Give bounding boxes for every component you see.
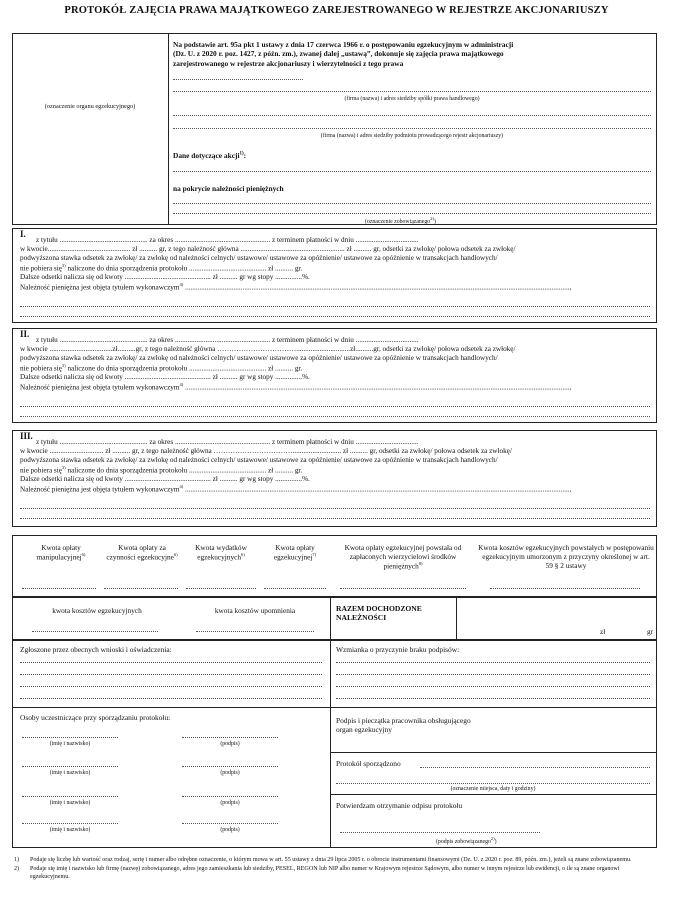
section-1-extra-line-2	[20, 316, 650, 317]
section-1-l6sup: 4)	[179, 282, 184, 288]
obligor-sig-text: (podpis zobowiązanego	[436, 838, 491, 845]
fee-manipulation-sup: 6)	[81, 552, 86, 558]
section-3-l6b: ......................................................................................................................................................................................................................,	[183, 485, 572, 494]
bottom-divider	[330, 640, 331, 848]
section-1-l4: nie pobiera się	[20, 264, 62, 273]
intro-line-1: Na podstawie art. 95a pkt 1 ustawy z dnia 17 czerwca 1966 r. o postępowaniu egzekucyjnym w administracji	[173, 40, 514, 49]
participant-3-name-line	[22, 796, 118, 797]
section-2-num: II.	[20, 329, 30, 339]
costs-divider-1	[330, 597, 331, 640]
fee-enforcement-sup: 7)	[312, 552, 317, 558]
fee-actions-label: Kwota opłaty za czynności egzekucyjne	[106, 543, 174, 562]
bottom-right-divider-3	[330, 794, 657, 795]
missing-sig-line-4	[336, 698, 650, 699]
fee-manipulation	[22, 543, 100, 562]
section-1-line-4	[20, 263, 652, 273]
section-3-l6sup: 4)	[179, 484, 184, 490]
fee-expenses-label: Kwota wydatków egzekucyjnych	[195, 543, 247, 562]
bottom-right-divider-1	[330, 707, 657, 708]
fee-enforcement	[262, 543, 328, 562]
shares-label-text: Dane dotyczące akcji	[173, 151, 240, 160]
fee-paid-funds-sup: 8)	[418, 561, 423, 567]
participant-1-name-label: (imię i nazwisko)	[49, 741, 91, 747]
section-1-l6b: ......................................................................................................................................................................................................................,	[183, 283, 572, 292]
section-2-extra-line-2	[20, 416, 650, 417]
participant-2-sig-line	[182, 766, 278, 767]
section-2-text	[20, 336, 652, 393]
participant-4-name-label: (imię i nazwisko)	[49, 827, 91, 833]
drawn-up-label: Protokół sporządzono	[336, 759, 401, 768]
obligor-sig-label	[436, 836, 497, 846]
section-1-l4b: naliczone do dnia sporządzenia protokołu ........................................... zł .......... gr.	[65, 264, 303, 273]
section-1-l6: Należność pieniężna jest objęta tytułem wykonawczym	[20, 283, 180, 292]
participant-4-sig-label: (podpis)	[220, 827, 240, 833]
section-3-line-6	[20, 484, 652, 494]
fee-line-2	[104, 588, 178, 589]
section-3-extra-line-1	[20, 508, 650, 509]
section-2-line-3: podwyższona stawka odsetek za zwłokę/ za zwłokę od należności celnych/ ustawowe/ ustawowe za opóźnienie/ ustawowe za opóźnienie w transakcjach handlowych/	[20, 354, 498, 362]
section-3-l6: Należność pieniężna jest objęta tytułem wykonawczym	[20, 485, 180, 494]
requests-line-4	[20, 698, 322, 699]
section-3-l4sup: 3)	[61, 465, 66, 470]
total-label: RAZEM DOCHODZONE NALEŻNOŚCI	[336, 604, 422, 623]
fee-line-1	[22, 588, 96, 589]
fee-line-4	[264, 588, 326, 589]
bottom-left-divider	[12, 707, 330, 708]
section-3-extra-line-2	[20, 518, 650, 519]
participant-1-sig-line	[182, 737, 278, 738]
company-line-1	[173, 79, 303, 80]
obligor-line-2	[173, 213, 651, 214]
requests-line-2	[20, 674, 322, 675]
missing-sig-line-3	[336, 686, 650, 687]
shares-sup: 1)	[239, 151, 244, 157]
section-1-l4sup: 3)	[61, 263, 66, 268]
missing-sig-line-2	[336, 674, 650, 675]
requests-line-1	[20, 662, 322, 663]
receipt-line	[340, 832, 540, 833]
shares-label: Dane dotyczące akcji$^{1)}$:	[173, 151, 247, 160]
place-date-label: (oznaczenie miejsca, daty i godziny)	[450, 786, 536, 792]
section-1-num: I.	[20, 229, 26, 239]
section-2-l4: nie pobiera się	[20, 364, 62, 373]
obligor-sup: 2)	[430, 216, 434, 221]
fee-paid-funds-label: Kwota opłaty egzekucyjnej powstała od zapłaconych wierzycielowi środków pieniężnych	[344, 543, 462, 571]
total-zl: zł	[600, 627, 606, 636]
obligor-line-1	[173, 203, 651, 204]
enforcement-costs-line	[32, 631, 158, 632]
section-1-line-3: podwyższona stawka odsetek za zwłokę/ za zwłokę od należności celnych/ ustawowe/ ustawowe za opóźnienie/ ustawowe za opóźnienie w transakcjach handlowych/	[20, 254, 498, 262]
missing-sig-label: Wzmianka o przyczynie braku podpisów:	[336, 645, 460, 654]
costs-box	[12, 597, 657, 640]
participant-1-sig-label: (podpis)	[220, 741, 240, 747]
section-3-l4b: naliczone do dnia sporządzenia protokołu ........................................... zł .......... gr.	[65, 466, 303, 475]
section-1-line-2: w kwocie.............................................. zł .......... gr, z tego należność główna .......................................................... zł .......... gr, odsetki za zwłokę/ połowa odsetek za zwłokę/	[20, 245, 516, 253]
section-1-line-6	[20, 282, 652, 292]
section-3-num: III.	[20, 431, 33, 441]
reminder-costs-line	[196, 631, 314, 632]
reminder-costs-label: kwota kosztów upomnienia	[214, 606, 296, 615]
fee-discontinued-label: Kwota kosztów egzekucyjnych powstałych w postępowaniu egzekucyjnym umorzonym z przyczyny określonej w art. 59 § 2 ustawy	[478, 543, 654, 571]
footnote-1	[14, 857, 659, 865]
section-1-line-1: z tytułu ................................................. za okres ..................................................... z terminem płatności w dniu ...................................	[36, 236, 419, 244]
fee-discontinued	[478, 543, 654, 570]
registry-line-1	[173, 115, 651, 116]
participant-3-sig-line	[182, 796, 278, 797]
obligor-sig-close: )	[494, 838, 497, 845]
footnote-2-num: 2)	[14, 865, 20, 872]
footnote-2-text: Podaje się imię i nazwisko lub firmę (nazwę) zobowiązanego, adres jego zamieszkania lub siedziby, PESEL, REGON lub NIP albo numer w Krajowym rejestrze Sądowym, albo numer w innym rejestrze lub ewidencji, o ile są znane organowi egzekucyjnemu.	[30, 865, 620, 880]
total-gr: gr	[647, 627, 654, 636]
participant-4-name-line	[22, 823, 118, 824]
obligor-label-text: (oznaczenie zobowiązanego	[365, 218, 431, 225]
requests-line-3	[20, 686, 322, 687]
footnote-1-text: Podaje się liczbę lub wartość oraz rodzaj, serię i numer albo odrębne oznaczenie, o którym mowa w art. 55 ustawy z dnia 29 lipca 2005 r. o obrocie instrumentami finansowymi (Dz. U. z 2020 r. poz. 89, późn. zm.), jeżeli są znane zobowiązanemu.	[30, 857, 632, 863]
footnotes	[14, 857, 659, 882]
participants-label: Osoby uczestniczące przy sporządzaniu protokołu:	[20, 713, 171, 722]
obligor-close: )	[433, 218, 436, 225]
page-title: PROTOKÓŁ ZAJĘCIA PRAWA MAJĄTKOWEGO ZAREJESTROWANEGO W REJESTRZE AKCJONARIUSZY	[64, 5, 609, 16]
requests-label: Zgłoszone przez obecnych wnioski i oświadczenia:	[20, 645, 172, 654]
participant-2-sig-label: (podpis)	[220, 770, 240, 776]
shares-line	[173, 171, 651, 172]
intro-line-2: (Dz. U. z 2020 r. poz. 1427, z późn. zm.), zwanej dalej „ustawą”, dokonuje się zajęcia prawa majątkowego	[173, 49, 504, 59]
fee-actions-sup: 6)	[173, 552, 178, 558]
fee-enforcement-label: Kwota opłaty egzekucyjnej	[273, 543, 315, 562]
section-3-line-2: w kwocie .............................. zł .......... gr, z tego należność główna ……………………………........................... zł .......... gr, odsetki za zwłokę/ połowa odsetek za zwłokę/	[20, 447, 512, 455]
organ-label: (oznaczenie organu egzekucyjnego)	[44, 103, 136, 110]
section-2-line-1: z tytułu ................................................. za okres ..................................................... z terminem płatności w dniu ...................................	[36, 336, 419, 344]
participant-1-name-line	[22, 737, 118, 738]
fee-line-5	[340, 588, 466, 589]
receipt-label: Potwierdzam otrzymanie odpisu protokołu	[336, 801, 463, 810]
fee-expenses-sup: 6)	[241, 552, 245, 558]
fee-actions	[103, 543, 181, 562]
obligor-label	[365, 216, 436, 226]
section-3-text	[20, 438, 652, 495]
participant-2-name-line	[22, 766, 118, 767]
fee-paid-funds	[332, 543, 474, 571]
intro-text	[173, 40, 653, 68]
intro-line-3: zarejestrowanego w rejestrze akcjonariuszy i wierzytelności z tego prawa	[173, 58, 404, 68]
coverage-label: na pokrycie należności pieniężnych	[173, 184, 284, 193]
section-2-l4b: naliczone do dnia sporządzenia protokołu ........................................... zł .......... gr.	[65, 364, 303, 373]
section-3-line-5: Dalsze odsetki nalicza się od kwoty ................................................ zł .......... gr wg stopy ...............%.	[20, 475, 310, 484]
section-2-line-6	[20, 382, 652, 392]
stamp-label: Podpis i pieczątka pracownika obsługującego organ egzekucyjny	[336, 716, 471, 735]
fee-line-3	[186, 588, 256, 589]
enforcement-costs-label: kwota kosztów egzekucyjnych	[52, 606, 142, 615]
footnote-2	[14, 866, 659, 882]
section-1-line-5: Dalsze odsetki nalicza się od kwoty ................................................ zł .......... gr wg stopy ...............%.	[20, 273, 310, 282]
company-line-2	[173, 91, 651, 92]
participant-3-name-label: (imię i nazwisko)	[49, 800, 91, 806]
header-divider	[168, 33, 169, 225]
section-3-line-1: z tytułu ................................................. za okres ..................................................... z terminem płatności w dniu ...................................	[36, 438, 419, 446]
fee-manipulation-label: Kwota opłaty manipulacyjnej	[36, 543, 82, 562]
registry-line-2	[173, 128, 651, 129]
section-2-extra-line-1	[20, 406, 650, 407]
section-2-line-5: Dalsze odsetki nalicza się od kwoty ................................................ zł .......... gr wg stopy ...............%.	[20, 373, 310, 382]
section-1-text	[20, 236, 652, 293]
section-2-line-2: w kwocie ...................................zł..........gr, z tego należność główna ……………………………..............................zł..........gr, odsetki za zwłokę/ połowa odsetek za zwłokę/	[20, 345, 516, 353]
missing-sig-line-1	[336, 662, 650, 663]
bottom-right-divider-2	[330, 752, 657, 753]
section-2-l6sup: 4)	[179, 382, 184, 388]
section-2-line-4	[20, 363, 652, 373]
costs-divider-2	[456, 597, 457, 640]
participant-2-name-label: (imię i nazwisko)	[49, 770, 91, 776]
section-1-extra-line-1	[20, 306, 650, 307]
fee-expenses	[184, 543, 258, 562]
company-label: (firma (nazwa) i adres siedziby spółki prawa handlowego)	[344, 96, 480, 102]
section-2-l6: Należność pieniężna jest objęta tytułem wykonawczym	[20, 383, 180, 392]
drawn-up-line-1	[420, 767, 650, 768]
section-2-l6b: ......................................................................................................................................................................................................................,	[183, 383, 572, 392]
obligor-sig-sup: 2)	[490, 836, 495, 841]
drawn-up-line-2	[336, 783, 650, 784]
participant-3-sig-label: (podpis)	[220, 800, 240, 806]
section-2-l4sup: 3)	[61, 363, 66, 368]
section-3-line-4	[20, 465, 652, 475]
footnote-1-num: 1)	[14, 857, 20, 863]
fee-line-6	[490, 588, 640, 589]
registry-label: (firma (nazwa) i adres siedziby podmiotu prowadzącego rejestr akcjonariuszy)	[320, 133, 504, 139]
section-3-l4: nie pobiera się	[20, 466, 62, 475]
section-3-line-3: podwyższona stawka odsetek za zwłokę/ za zwłokę od należności celnych/ ustawowe/ ustawowe za opóźnienie/ ustawowe za opóźnienie w transakcjach handlowych/	[20, 456, 498, 464]
participant-4-sig-line	[182, 823, 278, 824]
